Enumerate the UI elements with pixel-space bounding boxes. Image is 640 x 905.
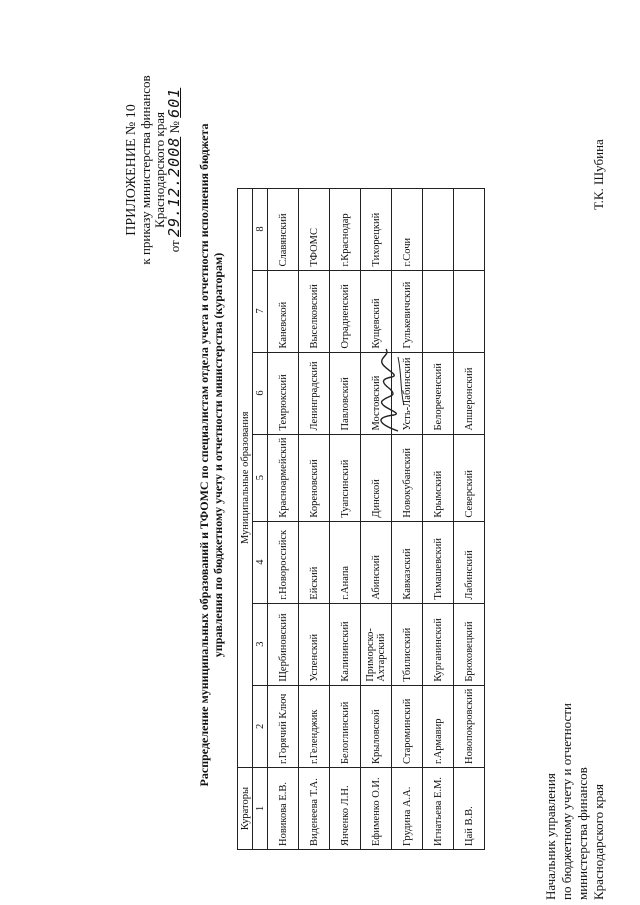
- table-cell: Кущевский: [361, 270, 392, 352]
- table-cell: Щербиновский: [268, 603, 299, 685]
- table-row: [361, 188, 392, 849]
- table-cell: Крымский: [423, 434, 454, 521]
- table-cell: Апшеронский: [454, 352, 485, 434]
- table-column-numbers-row: [253, 188, 268, 849]
- curator-name: Грудина А.А.: [392, 768, 423, 850]
- signature-block: [543, 703, 607, 900]
- table-row: [423, 188, 454, 849]
- table-cell: Славянский: [268, 188, 299, 270]
- document-title-line-2: управления по бюджетному учету и отчетности министерства (кураторам): [211, 252, 225, 658]
- table-row: [330, 188, 361, 849]
- table-cell: Темрюкский: [268, 352, 299, 434]
- table-cell: г.Армавир: [423, 685, 454, 767]
- curator-name: Цай В.В.: [454, 768, 485, 850]
- table-row: [268, 188, 299, 849]
- table-cell: [454, 188, 485, 270]
- table-cell: Крыловской: [361, 685, 392, 767]
- table-cell: Тихорецкий: [361, 188, 392, 270]
- signatory-name: Т.К. Шубина: [591, 139, 606, 210]
- table-cell: Северский: [454, 434, 485, 521]
- table-cell: Красноармейский: [268, 434, 299, 521]
- table-cell: Ейский: [299, 521, 330, 603]
- curator-name: Ефименко О.И.: [361, 768, 392, 850]
- column-number: 1: [253, 768, 268, 850]
- table-cell: Староминский: [392, 685, 423, 767]
- appendix-line-2: Краснодарского края: [152, 112, 167, 228]
- appendix-number: 601: [165, 87, 183, 118]
- appendix-line-1: к приказу министерства финансов: [138, 75, 153, 265]
- table-cell: Брюховецкий: [454, 603, 485, 685]
- curators-header: Кураторы: [238, 768, 253, 850]
- column-number: 3: [253, 603, 268, 685]
- table-cell: г.Геленджик: [299, 685, 330, 767]
- table-cell: Динской: [361, 434, 392, 521]
- signature-line-2: по бюджетному учету и отчетности: [559, 703, 574, 900]
- table-cell: Мостовский: [361, 352, 392, 434]
- table-cell: Туапсинский: [330, 434, 361, 521]
- table-header-row: [238, 188, 253, 849]
- table-cell: г.Горячий Ключ: [268, 685, 299, 767]
- table-row: [454, 188, 485, 849]
- table-cell: Калининский: [330, 603, 361, 685]
- document-title: [197, 65, 225, 845]
- curator-table-wrapper: [237, 188, 485, 850]
- curator-table: [237, 188, 485, 850]
- table-cell: Выселковский: [299, 270, 330, 352]
- curator-name: Игнатьева Е.М.: [423, 768, 454, 850]
- table-cell: [454, 270, 485, 352]
- table-cell: Кавказский: [392, 521, 423, 603]
- document-title-line-1: Распределение муниципальных образований и ТФОМС по специалистам отдела учета и отчетности исполнения бюджета: [197, 123, 211, 787]
- column-number: 8: [253, 188, 268, 270]
- table-cell: Каневской: [268, 270, 299, 352]
- table-cell: Гулькевичский: [392, 270, 423, 352]
- handwritten-signature: [368, 345, 408, 435]
- appendix-date: 29.12.2008: [165, 136, 183, 238]
- table-cell: [423, 270, 454, 352]
- signature-line-1: Начальник управления: [543, 773, 558, 900]
- table-cell: г.Анапа: [330, 521, 361, 603]
- table-cell: г.Краснодар: [330, 188, 361, 270]
- table-cell: Тбилисский: [392, 603, 423, 685]
- column-number: 5: [253, 434, 268, 521]
- table-cell: Новокубанский: [392, 434, 423, 521]
- table-cell: Белоглинский: [330, 685, 361, 767]
- table-cell: Лабинский: [454, 521, 485, 603]
- table-cell: Кореновский: [299, 434, 330, 521]
- curator-name: Янченко Л.Н.: [330, 768, 361, 850]
- appendix-number-prefix: №: [167, 121, 182, 134]
- appendix-date-line: [167, 50, 182, 290]
- table-cell: Успенский: [299, 603, 330, 685]
- table-cell: Усть-Лабинский: [392, 352, 423, 434]
- table-cell: Белореченский: [423, 352, 454, 434]
- table-cell: Павловский: [330, 352, 361, 434]
- table-cell: Ленинградский: [299, 352, 330, 434]
- table-cell: г.Новороссийск: [268, 521, 299, 603]
- table-row: [392, 188, 423, 849]
- table-cell: Новопокровский: [454, 685, 485, 767]
- table-cell: г.Сочи: [392, 188, 423, 270]
- table-cell: Тимашевский: [423, 521, 454, 603]
- table-cell: Курганинский: [423, 603, 454, 685]
- column-number: 6: [253, 352, 268, 434]
- table-cell: Абинский: [361, 521, 392, 603]
- column-number: 2: [253, 685, 268, 767]
- municipal-header: Муниципальные образования: [238, 188, 253, 767]
- appendix-from-prefix: от: [167, 240, 182, 253]
- appendix-title: ПРИЛОЖЕНИЕ № 10: [124, 104, 139, 236]
- appendix-header: [125, 50, 182, 290]
- table-row: [299, 188, 330, 849]
- column-number: 7: [253, 270, 268, 352]
- table-cell: Отрадненский: [330, 270, 361, 352]
- table-cell: Приморско-Ахтарский: [361, 603, 392, 685]
- curator-name: Новикова Е.В.: [268, 768, 299, 850]
- table-cell: ТФОМС: [299, 188, 330, 270]
- curator-name: Виденеева Т.А.: [299, 768, 330, 850]
- signature-line-3: министерства финансов: [575, 767, 590, 900]
- column-number: 4: [253, 521, 268, 603]
- table-cell: [423, 188, 454, 270]
- signature-line-4: Краснодарского края: [591, 784, 606, 900]
